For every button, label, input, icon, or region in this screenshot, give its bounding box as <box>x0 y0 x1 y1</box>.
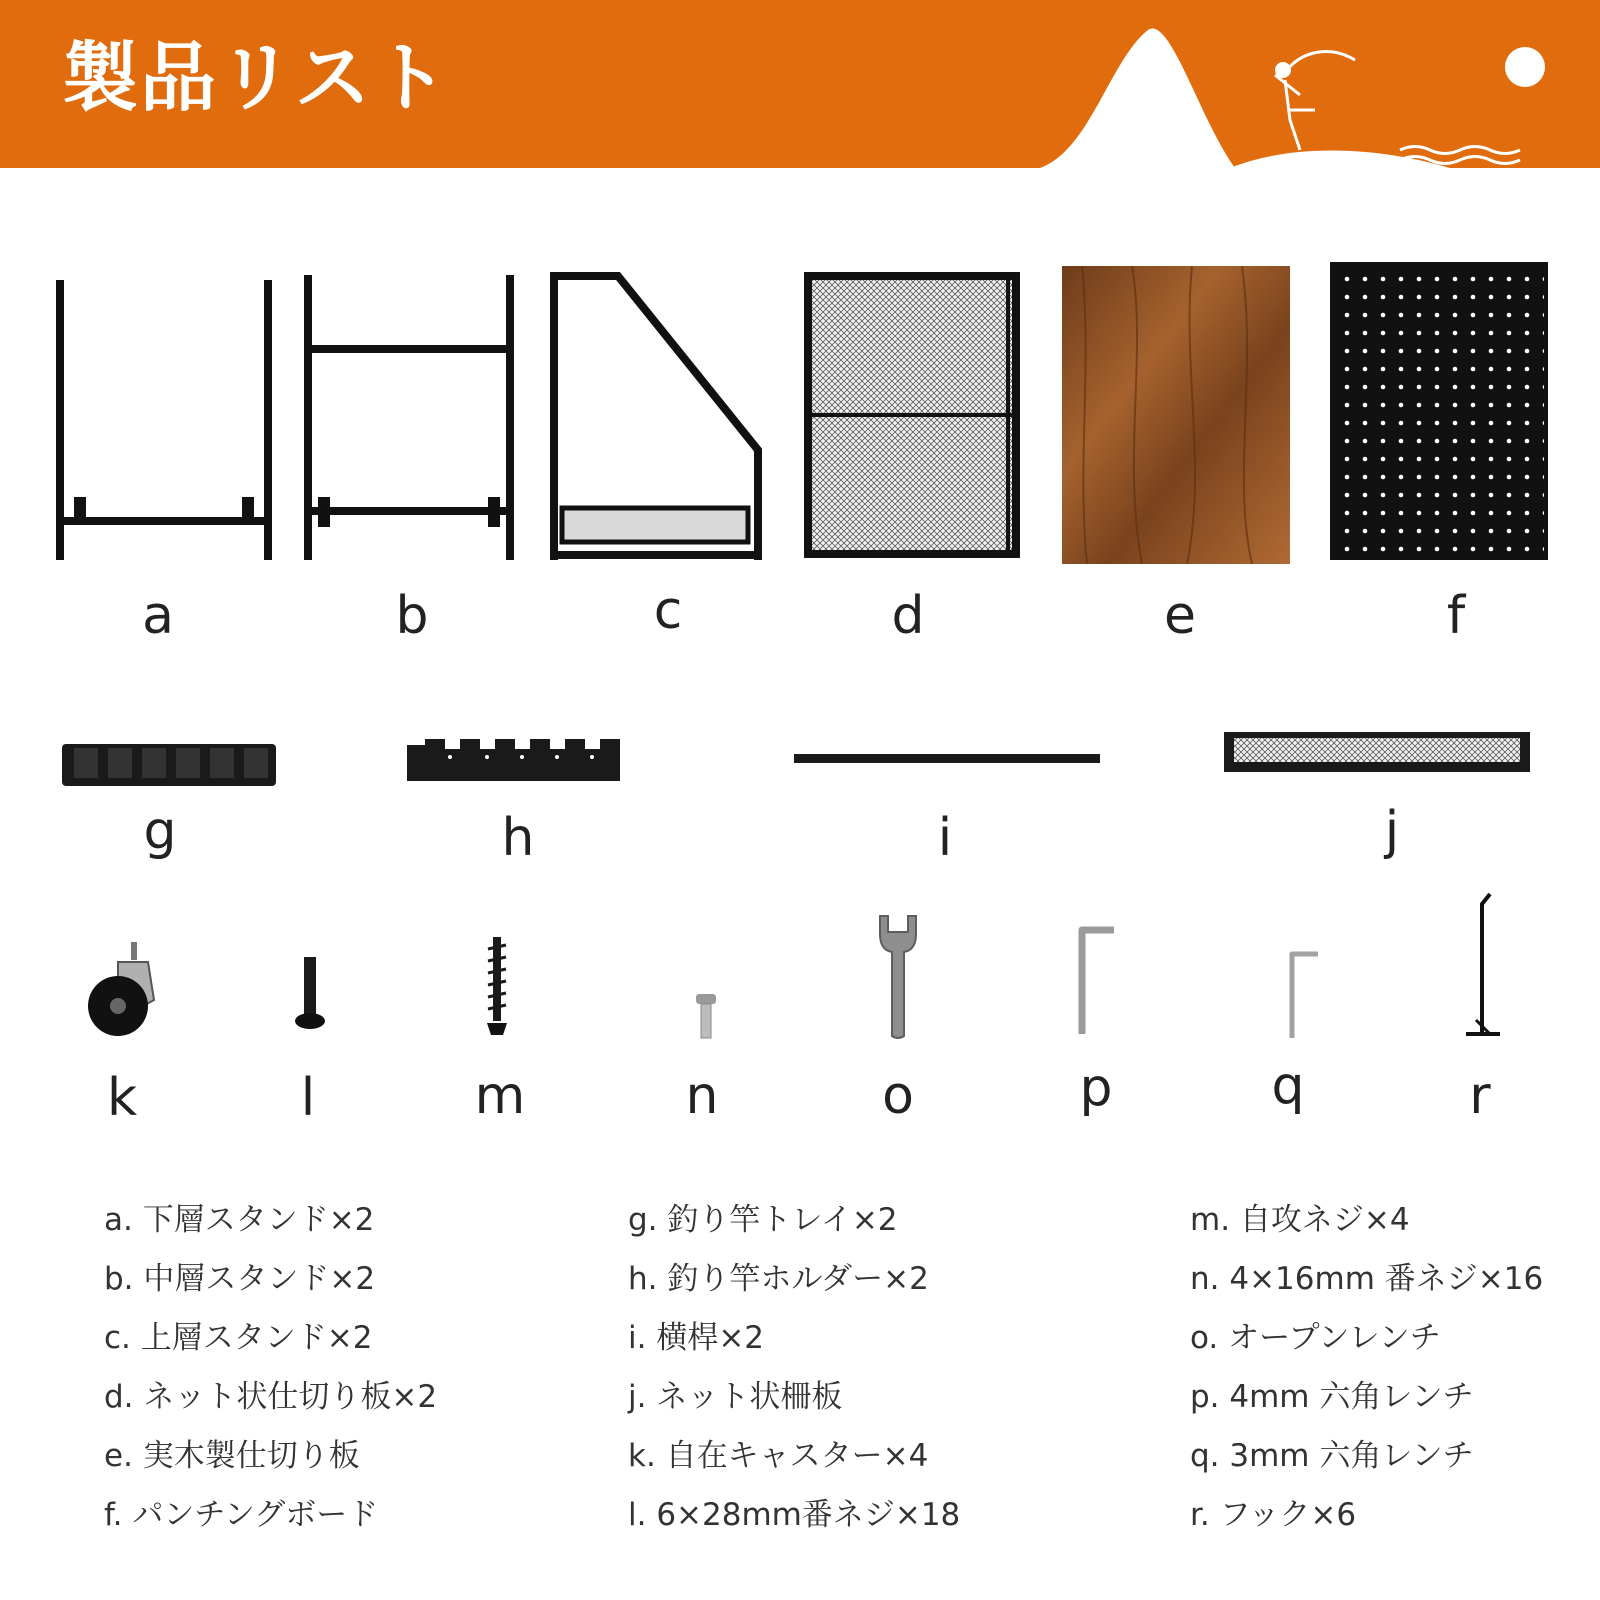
list-item: i. 横桿×2 <box>628 1320 765 1356</box>
pegboard-icon <box>1330 262 1550 562</box>
parts-list-column-2 <box>628 1200 960 1554</box>
list-item: g. 釣り竿トレイ×2 <box>628 1202 898 1238</box>
list-item: c. 上層スタンド×2 <box>104 1320 373 1356</box>
hex-key-4mm-icon <box>1074 922 1118 1038</box>
part-label-c: c <box>653 581 683 641</box>
part-label-e: e <box>1164 586 1196 646</box>
part-label-p: p <box>1079 1058 1113 1118</box>
part-label-d: d <box>891 586 925 646</box>
lower-stand-frame-icon <box>50 275 280 565</box>
list-item: b. 中層スタンド×2 <box>104 1261 376 1297</box>
part-label-h: h <box>501 808 535 868</box>
list-item: j. ネット状柵板 <box>628 1379 843 1415</box>
part-label-f: f <box>1446 586 1466 646</box>
caster-wheel-icon <box>88 940 168 1040</box>
list-item: e. 実木製仕切り板 <box>104 1438 360 1474</box>
mesh-divider-panel-icon <box>802 270 1022 560</box>
list-item: a. 下層スタンド×2 <box>104 1202 375 1238</box>
part-label-k: k <box>106 1068 138 1128</box>
self-tapping-screw-icon <box>485 935 509 1039</box>
parts-list-column-3 <box>1190 1200 1543 1554</box>
mesh-shelf-icon <box>1220 728 1536 778</box>
list-item: m. 自攻ネジ×4 <box>1190 1202 1410 1238</box>
middle-stand-frame-icon <box>298 275 528 565</box>
upper-stand-frame-icon <box>548 270 778 565</box>
list-item: p. 4mm 六角レンチ <box>1190 1379 1474 1415</box>
list-item: l. 6×28mm番ネジ×18 <box>628 1497 961 1533</box>
part-label-a: a <box>142 586 174 646</box>
crossbar-icon <box>792 752 1102 766</box>
part-label-b: b <box>395 586 429 646</box>
parts-list-column-1 <box>104 1200 437 1554</box>
part-label-r: r <box>1469 1066 1491 1126</box>
list-item: d. ネット状仕切り板×2 <box>104 1379 438 1415</box>
bolt-icon <box>694 992 718 1040</box>
list-item: n. 4×16mm 番ネジ×16 <box>1190 1261 1544 1297</box>
list-item: h. 釣り竿ホルダー×2 <box>628 1261 929 1297</box>
list-item: q. 3mm 六角レンチ <box>1190 1438 1474 1474</box>
list-item: r. フック×6 <box>1190 1497 1357 1533</box>
part-label-q: q <box>1271 1056 1305 1116</box>
list-item: f. パンチングボード <box>104 1497 379 1533</box>
part-label-i: i <box>937 808 953 868</box>
list-item: o. オープンレンチ <box>1190 1320 1441 1356</box>
header-band <box>0 0 1600 168</box>
part-label-n: n <box>685 1066 719 1126</box>
rod-holder-icon <box>405 735 625 785</box>
wood-divider-panel-icon <box>1062 266 1292 566</box>
screw-icon <box>292 955 328 1033</box>
part-label-m: m <box>474 1066 526 1126</box>
open-wrench-icon <box>876 912 920 1040</box>
part-label-l: l <box>300 1068 316 1128</box>
part-label-g: g <box>143 801 177 861</box>
list-item: k. 自在キャスター×4 <box>628 1438 929 1474</box>
rod-tray-icon <box>60 740 280 790</box>
part-label-o: o <box>882 1066 914 1126</box>
hook-icon <box>1460 892 1504 1042</box>
page-title: 製品リスト <box>62 33 451 122</box>
hex-key-3mm-icon <box>1284 946 1324 1042</box>
part-label-j: j <box>1384 801 1400 861</box>
